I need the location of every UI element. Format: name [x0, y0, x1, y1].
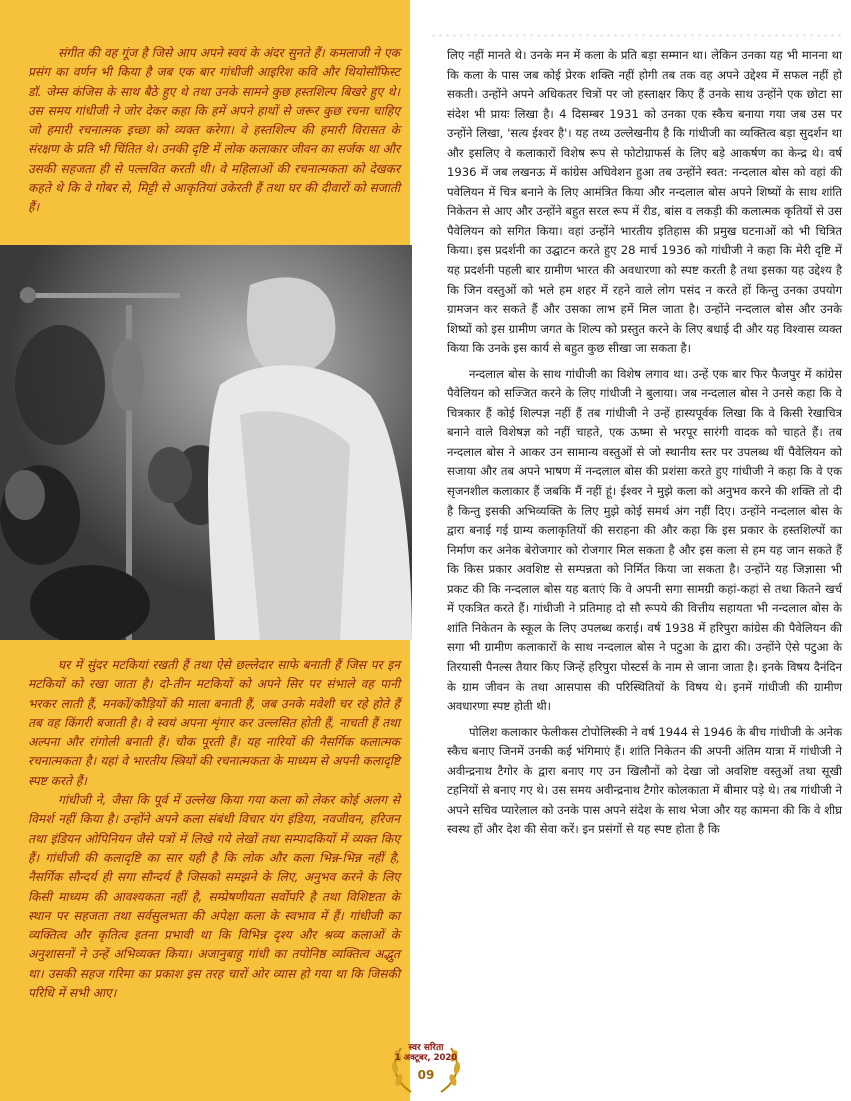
article-paragraph: नन्दलाल बोस के साथ गांधीजी का विशेष लगाव था। उन्हें एक बार फिर फैजपुर में कांग्रेस पैवेलियन को सज्जित करने के लिए गांधीजी ने बुलाया। जब नन्दलाल बोस ने उनसे कहा कि वे चित्रकार हैं कोई शिल्पज्ञ नहीं हैं तब गांधीजी ने उन्हें हास्यपूर्वक लिखा कि वे किसी रेखाचित्र बनाने वाले विशेषज्ञ को नहीं चाहते, एक ऊष्मा से भरपूर सारंगी वादक को चाहते हैं। तब नन्दलाल बोस ने आकर उन सामान्य वस्तुओं से जो स्थानीय स्तर पर उपलब्ध थीं पैवेलियन को सजाया और तब अपने भाषण में नन्दलाल बोस की प्रशंसा करते हुए गांधीजी ने कहा कि वे एक सृजनशील कलाकार हैं जबकि मैं नहीं हूं। ईश्वर ने मुझे कला को अनुभव करने की शक्ति तो दी है किन्तु इसकी अभिव्यक्ति के लिए मुझे कोई समर्थ अंग नहीं दिए। उन्होंने नन्दलाल बोस के द्वारा बनाई गई ग्राम्य कलाकृतियों की सराहना की और कहा कि इस प्रकार के हस्तशिल्पों का निर्माण कर अनेक बेरोजगार को रोजगार मिल सकता है और इस कला से हम यह जान सकते हैं कि किस प्रकार अवशिष्ट से सम्पन्नता को निर्मित किया जा सकता है। उन्होंने यह जिज्ञासा भी प्रकट की कि नन्दलाल बोस यह बताएं कि वे अपनी सगा सामग्री कहां-कहां से तथा कितने खर्च में एकत्रित करते हैं। गांधीजी ने प्रतिमाह दो सौ रूपये की वित्तीय सहायता भी नन्दलाल बोस के शांति निकेतन के स्कूल के लिए उपलब्ध कराई। वर्ष 1938 में हरिपुरा कांग्रेस की पैवेलियन की सगा भी ग्रामीण कलाकारों के साथ नन्दलाल बोस ने पटुआ के द्वारा की। उन्होंने ऐसे पटुआ के तिरयासी पैनल्स तैयार किए जिन्हें हरिपुरा पोस्टर्स के नाम से जाना जाता है। इनके विषय दैनंदिन के ग्राम जीवन के तथा आसपास की परिस्थितियों के विषय थे। इनमें गांधीजी की ग्रामीण अवधारणा स्पष्ट होती थी। — [447, 366, 842, 714]
gandhi-photo — [0, 245, 412, 640]
sidebar-quote-bottom — [28, 656, 400, 1003]
article-paragraph: पोलिश कलाकार फेलीकस टोपोलिस्की ने वर्ष 1944 से 1946 के बीच गांधीजी के अनेक स्कैच बनाए जिनमें उनकी कई भंगिमाएं हैं। शांति निकेतन की अपनी अंतिम यात्रा में गांधीजी ने अवीन्द्रनाथ टैगोर के द्वारा बनाए गए उन खिलौनों को देखा जो अवशिष्ट वस्तुओं तथा सूखी टहनियों से बनाए गए थे। उस समय अवीन्द्रनाथ टैगोर कोलकाता में बीमार पड़े थे। तब गांधीजी ने अपने सचिव प्यारेलाल को उनके पास अपने संदेश के साथ भेजा और यह कामना की कि वे शीघ्र स्वस्थ हों और देश की सेवा करें। इन प्रसंगों से यह स्पष्ट होता है कि — [447, 724, 842, 837]
sidebar-quote-top: संगीत की वह गूंज है जिसे आप अपने स्वयं के अंदर सुनते हैं। कमलाजी ने एक प्रसंग का वर्णन भी किया है जब एक बार गांधीजी आइरिश कवि और थियोसॉफिस्ट डॉ. जेम्स कंजिस के साथ बैठे हुए थे तथा उनके सामने कुछ हस्तशिल्प बिखरे हुए थे। उस समय गांधीजी ने जोर देकर कहा कि हमें अपने हाथों से जरूर कुछ रचना चाहिए जो हमारी रचनात्मक इच्छा को व्यक्त करेगा। वे हस्तशिल्प की हमारी विरासत के संरक्षण के प्रति भी चिंतित थे। उनकी दृष्टि में लोक कलाकार जीवन का सर्जक था और उसकी सहजता ही से पल्लवित करती थी। वे महिलाओं की रचनात्मकता को देखकर कहते थे कि वे गोबर से, मिट्टी से आकृतियां उकेरती हैं तथा घर की दीवारों को सजाती हैं। — [28, 46, 400, 215]
article-body — [447, 46, 842, 846]
sidebar-paragraph: घर में सुंदर मटकियां रखती हैं तथा ऐसे छल्लेदार साफे बनाती हैं जिस पर इन मटकियों को रखा जाता है। दो-तीन मटकियों को अपने सिर पर संभाले वह पानी भरकर लाती हैं, मनकों/कौड़ियों की माला बनाती हैं, जब उनके मवेशी चर रहे होते हैं तब वह किंगरी बजाती है। वे स्वयं अपना शृंगार कर उल्लसित होती हैं, नाचती हैं तथा अल्पना और रांगोली बनाती हैं। चौक पूरती हैं। यह नारियों की नैसर्गिक कलात्मक रचनात्मकता है। यहां वे भारतीय स्त्रियों की रचनात्मकता के माध्यम से अपनी कलादृष्टि स्पष्ट करते हैं। — [28, 658, 400, 788]
page-number: 09 — [417, 1068, 435, 1082]
magazine-name: स्वर सरिता — [408, 1043, 444, 1053]
decorative-dotted-border — [430, 32, 845, 40]
article-paragraph: लिए नहीं मानते थे। उनके मन में कला के प्रति बड़ा सम्मान था। लेकिन उनका यह भी मानना था कि कला के पास जब कोई प्रेरक शक्ति नहीं होगी तब तक वह अपने उद्देश्य में सफल नहीं हो सकती। उन्होंने अपने अधिकतर चित्रों पर जो हस्ताक्षर किए हैं उनके साथ उन्होंने एक छोटा सा संदेश भी प्रायः लिखा है। 4 दिसम्बर 1931 को उनका एक स्कैच बनाया गया जब उस पर उन्होंने लिखा, 'सत्य ईश्वर है'। यह तथ्य उल्लेखनीय है कि गांधीजी का व्यक्तित्व बड़ा सुदर्शन था और इसलिए वे कलाकारों विशेष रूप से फोटोग्राफर्स के लिए बड़े आकर्षण का केन्द्र थे। वर्ष 1936 में जब लखनऊ में कांग्रेस अधिवेशन हुआ तब उन्होंने स्वत: नन्दलाल बोस को वहां की पवेलियन में चित्र बनाने के लिए आमंत्रित किया और नन्दलाल बोस अपने शिष्यों के साथ शांति निकेतन से आए और उन्होंने बहुत सरल रूप में रीड, बांस व लकड़ी की कलात्मक कृतियों से उस पैवेलियन को सगित किया। वहां उन्होंने भारतीय इतिहास की प्रमुख घटनाओं को भी चित्रित किया। इस प्रदर्शनी का उद्घाटन करते हुए 28 मार्च 1936 को गांधीजी ने कहा कि मेरी दृष्टि में यह प्रदर्शनी पहली बार ग्रामीण भारत की अवधारणा को स्पष्ट करती है तथा इसका यह उद्देश्य है कि जिन वस्तुओं को भले हम शहर में रहने वाले लोग पसंद न करते हों किन्तु उनका उपयोग ग्रामजन कर सकते हैं और उसका लाभ हमें मिल जाता है। उन्होंने नन्दलाल बोस और उनके शिष्यों को इस ग्रामीण जगत के शिल्प को प्रस्तुत करने के लिए बधाई दी और यह विश्वास व्यक्त किया कि उनके इस कार्य से बहुत कुछ सीखा जा सकता है। — [447, 48, 842, 356]
sidebar-paragraph: गांधीजी ने, जैसा कि पूर्व में उल्लेख किया गया कला को लेकर कोई अलग से विमर्श नहीं किया है। उन्होंने अपने कला संबंधी विचार यंग इंडिया, नवजीवन, हरिजन तथा इंडियन ओपिनियन जैसे पत्रों में लिखे गये लेखों तथा सम्पादकियों में व्यक्त किए हैं। गांधीजी की कलादृष्टि का सार यही है कि लोक और कला भिन्न-भिन्न नहीं है, नैसर्गिक सौन्दर्य ही सगा सौन्दर्य है जिसको समझने के लिए, अनुभव करने के लिए किसी माध्यम की आवश्यकता नहीं है, सम्प्रेषणीयता सर्वोपरि है तथा विशिष्टता के स्थान पर सहजता तथा सर्वसुलभता की अपेक्षा कला के स्वभाव में हैं। गांधीजी का व्यक्तित्व और कृतित्व इतना प्रभावी था कि विभिन्न दृश्य और श्रव्य कलाओं के अनुशासनों ने उन्हें अभिव्यक्त किया। अजानुबाहु गांधी का तपोनिष्ठ व्यक्तित्व अद्भुत था। उसकी सहज गरिमा का प्रकाश इस तरह चारों ओर व्यास हो गया था कि जिसकी परिधि में सभी आए। — [28, 793, 400, 1001]
issue-date: 1 अक्टूबर, 2020 — [394, 1053, 458, 1063]
page-footer-badge — [381, 1038, 471, 1096]
